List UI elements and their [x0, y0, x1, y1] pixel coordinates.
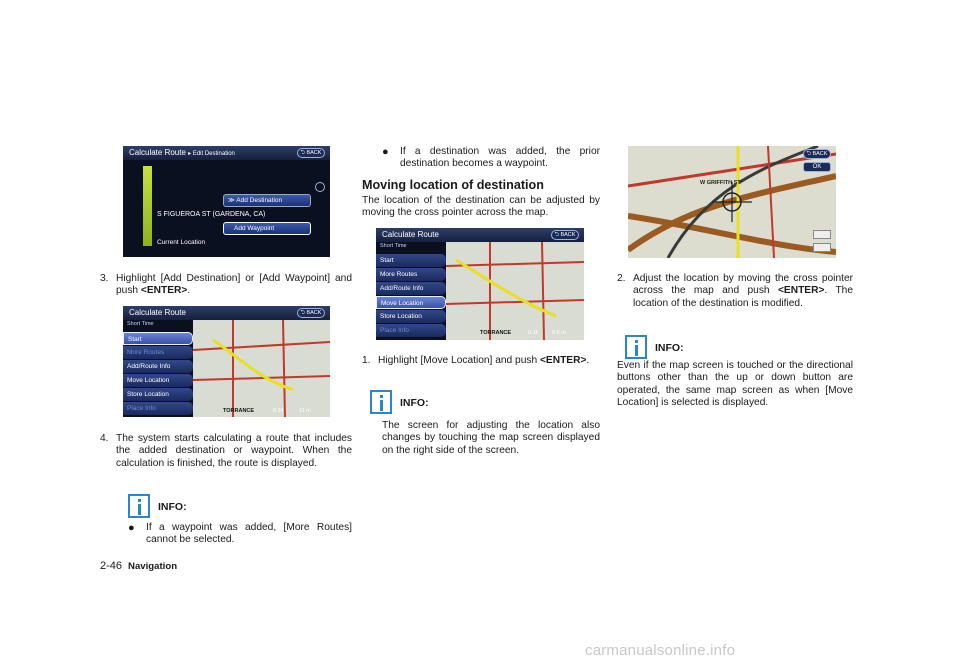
info-text: Even if the map screen is touched or the directional buttons other than the up or down button are operated, the same map screen as when [Move Location] is selected is displayed. [617, 360, 853, 409]
time-readout: 11 m [299, 408, 311, 414]
back-button[interactable]: ⮌ BACK [297, 308, 325, 318]
step-4: 4. The system starts calculating a route that includes the added destination or waypoint. When the calculation is finished, the route is displayed. [100, 433, 352, 469]
menu-place-info[interactable]: Place Info [123, 402, 193, 415]
add-waypoint-button[interactable]: Add Waypoint [223, 222, 311, 235]
zoom-in-icon[interactable] [813, 230, 831, 239]
page-footer [100, 560, 177, 572]
add-destination-button[interactable]: ≫ Add Destination [223, 194, 311, 207]
section-name: Navigation [128, 561, 178, 572]
menu-add-route-info[interactable]: Add/Route Info [123, 360, 193, 373]
distance-readout: 0.11 [528, 330, 539, 336]
screen-title-bar: Calculate Route [376, 228, 584, 242]
distance-readout: 0.24 [273, 408, 284, 414]
address-label: S FIGUEROA ST (GARDENA, CA) [157, 211, 266, 218]
info-text: The screen for adjusting the location also changes by touching the map screen displayed on the right side of the screen. [382, 420, 600, 456]
city-label: TORRANCE [480, 330, 512, 336]
intro-paragraph: The location of the destination can be adjusted by moving the cross pointer across the map. [362, 195, 600, 219]
menu-more-routes[interactable]: More Routes [376, 268, 446, 281]
menu-store-location[interactable]: Store Location [123, 388, 193, 401]
menu-move-location[interactable]: Move Location [123, 374, 193, 387]
route-map-graphic [446, 242, 584, 340]
route-map [446, 242, 584, 340]
menu-place-info[interactable]: Place Info [376, 324, 446, 337]
zoom-out-icon[interactable] [813, 243, 831, 252]
info-icon [625, 335, 647, 359]
time-readout: 8.6 m [552, 330, 566, 336]
street-label: W GRIFFITH ST [700, 180, 741, 186]
back-button[interactable]: ⮌ BACK [803, 149, 831, 159]
menu-store-location[interactable]: Store Location [376, 310, 446, 323]
watermark: carmanualsonline.info [585, 642, 736, 659]
back-button[interactable]: ⮌ BACK [551, 230, 579, 240]
screenshot-edit-destination [123, 146, 330, 257]
menu-move-location[interactable]: Move Location [376, 296, 446, 309]
menu-start[interactable]: Start [123, 332, 193, 345]
info-icon [370, 390, 392, 414]
step-1: 1. Highlight [Move Location] and push <ENTER>. [362, 355, 590, 366]
back-button[interactable]: ⮌ BACK [297, 148, 325, 158]
screen-title: Calculate Route [129, 148, 186, 157]
route-condition: Short Time [127, 321, 154, 327]
section-heading: Moving location of destination [362, 178, 544, 192]
screen-title-bar: Calculate Route [123, 306, 330, 320]
ok-button[interactable]: OK [803, 162, 831, 172]
route-menu [376, 254, 446, 338]
city-label: TORRANCE [223, 408, 255, 414]
screen-subtitle: Edit Destination [192, 151, 235, 157]
screenshot-move-location-menu [376, 228, 584, 340]
route-map [193, 320, 330, 417]
step-3: 3. Highlight [Add Destination] or [Add Waypoint] and push <ENTER>. [100, 273, 352, 297]
scroll-up-icon[interactable] [315, 182, 325, 192]
screenshot-map-cross-pointer [628, 146, 836, 258]
bullet-prior-destination: ● If a destination was added, the prior destination becomes a waypoint. [382, 146, 600, 170]
screenshot-calculate-route [123, 306, 330, 417]
page-number: 2-46 [100, 560, 123, 572]
route-bar [143, 166, 152, 246]
info-icon [128, 494, 150, 518]
route-map-graphic [193, 320, 330, 417]
menu-more-routes[interactable]: More Routes [123, 346, 193, 359]
bullet-more-routes: ● If a waypoint was added, [More Routes] cannot be selected. [128, 522, 352, 546]
route-menu [123, 332, 193, 416]
step-2: 2. Adjust the location by moving the cross pointer across the map and push <ENTER>. The location of the destination is modified. [617, 273, 854, 309]
current-location-label: Current Location [157, 239, 206, 246]
menu-add-route-info[interactable]: Add/Route Info [376, 282, 446, 295]
screen-title-bar: Calculate Route ▸ Edit Destination [123, 146, 330, 160]
menu-start[interactable]: Start [376, 254, 446, 267]
route-condition: Short Time [380, 243, 407, 249]
